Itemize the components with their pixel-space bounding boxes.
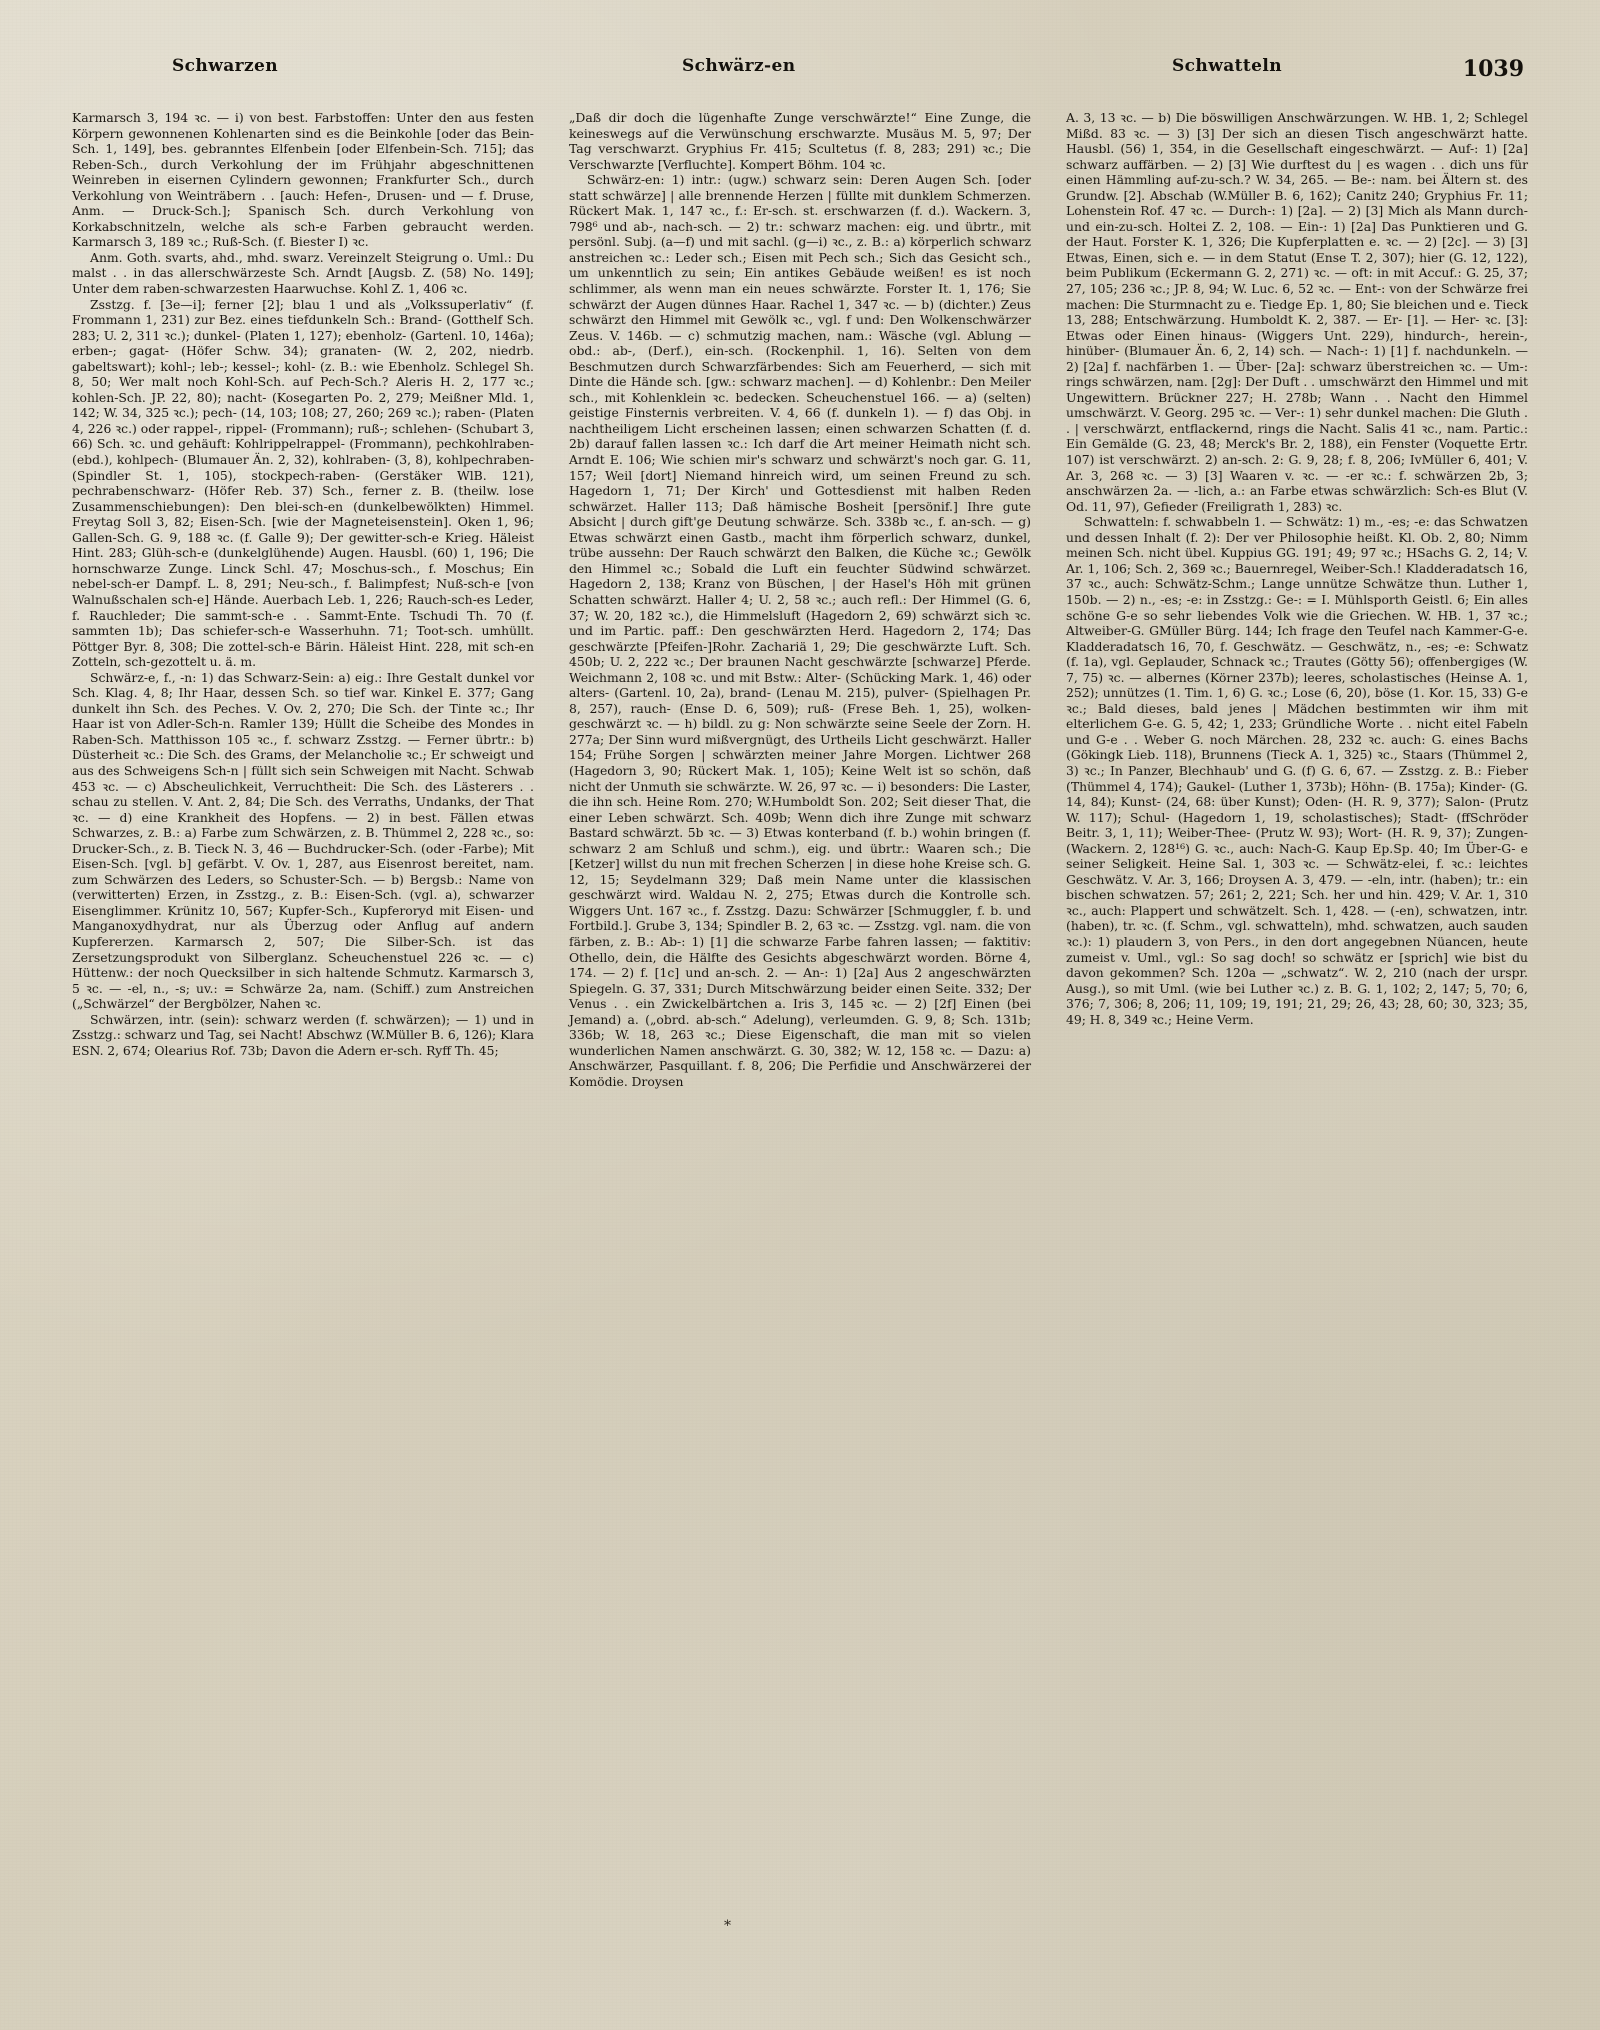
page-content [72,56,1528,1956]
running-header [72,56,1528,90]
column-left [72,110,534,1950]
paragraph: Schwärz-e, f., -n: 1) das Schwarz-Sein: a) eig.: Ihre Gestalt dunkel vor Sch. Klag. 4, 8; Ihr Haar, dessen Sch. so tief war. Kinkel E. 377; Gang dunkelt ihn Sch. des Peches. V. Ov. 2, 270; Die Sch. der Tinte ꝛc.; Ihr Haar ist von Adler-Sch-n. Ramler 139; Hüllt die Scheibe des Mondes in Raben-Sch. Matthisson 105 ꝛc., f. schwarz Zsstzg. — Ferner übrtr.: b) Düsterheit ꝛc.: Die Sch. des Grams, der Melancholie ꝛc.; Er schweigt und aus des Schweigens Sch-n | füllt sich sein Schweigen mit Nacht. Schwab 453 ꝛc. — c) Abscheulichkeit, Verruchtheit: Die Sch. des Lästerers . . schau zu stellen. V. Ant. 2, 84; Die Sch. des Verraths, Undanks, der That ꝛc. — d) eine Krankheit des Hopfens. — 2) in best. Fällen etwas Schwarzes, z. B.: a) Farbe zum Schwärzen, z. B. Thümmel 2, 228 ꝛc., so: Drucker-Sch., z. B. Tieck N. 3, 46 — Buchdrucker-Sch. (oder -Farbe); Mit Eisen-Sch. [vgl. b] gefärbt. V. Ov. 1, 287, aus Eisenrost bereitet, nam. zum Schwärzen des Leders, so Schuster-Sch. — b) Bergsb.: Name von (verwitterten) Erzen, in Zsstzg., z. B.: Eisen-Sch. (vgl. a), schwarzer Eisenglimmer. Krünitz 10, 567; Kupfer-Sch., Kupferoryd mit Eisen- und Manganoxydhydrat, nur als Überzug oder Anflug auf andern Kupfererzen. Karmarsch 2, 507; Die Silber-Sch. ist das Zersetzungsprodukt von Silberglanz. Scheuchenstuel 226 ꝛc. — c) Hüttenw.: der noch Quecksilber in sich haltende Schmutz. Karmarsch 3, 5 ꝛc. — -el, n., -s; uv.: = Schwärze 2a, nam. (Schiff.) zum Anstreichen („Schwärzel“ der Bergbölzer, Nahen ꝛc. [72,669,534,1012]
header-center-catchword: Schwärz-en [682,56,796,76]
paragraph: „Daß dir doch die lügenhafte Zunge verschwärzte!“ Eine Zunge, die keineswegs auf die Verwünschung erschwarzte. Musäus M. 5, 97; Der Tag verschwarzt. Gryphius Fr. 415; Scultetus (f. 8, 283; 291) ꝛc.; Die Verschwarzte [Verfluchte]. Kompert Böhm. 104 ꝛc. [569,110,1031,172]
header-right-catchword: Schwatteln [1172,56,1282,76]
text-columns [72,110,1528,1950]
header-left-catchword: Schwarzen [172,56,279,76]
paragraph: Schwärzen, intr. (sein): schwarz werden (f. schwärzen); — 1) und in Zsstzg.: schwarz und Tag, sei Nacht! Abschwz (W.Müller B. 6, 126); Klara ESN. 2, 674; Olearius Rof. 73b; Davon die Adern er-sch. Ryff Th. 45; [72,1011,534,1058]
paragraph: A. 3, 13 ꝛc. — b) Die böswilligen Anschwärzungen. W. HB. 1, 2; Schlegel Mißd. 83 ꝛc. — 3) [3] Der sich an diesen Tisch angeschwärzt hatte. Hausbl. (56) 1, 354, in die Gesellschaft eingeschwärzt. — Auf-: 1) [2a] schwarz auffärben. — 2) [3] Wie durftest du | es wagen . . dich uns für einen Hämmling auf-zu-sch.? W. 34, 265. — Be-: nam. bei Ältern st. des Grundw. [2]. Abschab (W.Müller B. 6, 162); Canitz 240; Gryphius Fr. 11; Lohenstein Rof. 47 ꝛc. — Durch-: 1) [2a]. — 2) [3] Mich als Mann durch- und ein-zu-sch. Holtei Z. 2, 108. — Ein-: 1) [2a] Das Punktieren und G. der Haut. Forster K. 1, 326; Die Kupferplatten e. ꝛc. — 2) [2c]. — 3) [3] Etwas, Einen, sich e. — in dem Statut (Ense T. 2, 307); hier (G. 12, 122), beim Publikum (Eckermann G. 2, 271) ꝛc. — oft: in mit Accuf.: G. 25, 37; 27, 105; 236 ꝛc.; JP. 8, 94; W. Luc. 6, 52 ꝛc. — Ent-: von der Schwärze frei machen: Die Sturmnacht zu e. Tiedge Ep. 1, 80; Sie bleichen und e. Tieck 13, 288; Entschwärzung. Humboldt K. 2, 387. — Er- [1]. — Her- ꝛc. [3]: Etwas oder Einen hinaus- (Wiggers Unt. 229), hindurch-, herein-, hinüber- (Blumauer Än. 6, 2, 14) sch. — Nach-: 1) [1] f. nachdunkeln. — 2) [2a] f. nachfärben 1. — Über- [2a]: schwarz überstreichen ꝛc. — Um-: rings schwärzen, nam. [2g]: Der Duft . . umschwärzt den Himmel und mit Ungewittern. Brückner 227; H. 278b; Wann . . Nacht den Himmel umschwärzt. V. Georg. 295 ꝛc. — Ver-: 1) sehr dunkel machen: Die Gluth . . | verschwärzt, entflackernd, rings die Nacht. Salis 41 ꝛc., nam. Partic.: Ein Gemälde (G. 23, 48; Merck's Br. 2, 188), ein Fenster (Voquette Ertr. 107) ist verschwärzt. 2) an-sch. 2: G. 9, 28; f. 8, 206; IvMüller 6, 401; V. Ar. 3, 268 ꝛc. — 3) [3] Waaren v. ꝛc. — -er ꝛc.: f. schwärzen 2b, 3; anschwärzen 2a. — -lich, a.: an Farbe etwas schwärzlich: Sch-es Blut (V. Od. 11, 97), Gefieder (Freiligrath 1, 283) ꝛc. [1066,110,1528,514]
paragraph: Schwatteln: f. schwabbeln 1. — Schwätz: 1) m., -es; -e: das Schwatzen und dessen Inhalt (f. 2): Der ver Philosophie heißt. Kl. Ob. 2, 80; Nimm meinen Sch. nicht übel. Kuppius GG. 191; 49; 97 ꝛc.; HSachs G. 2, 14; V. Ar. 1, 106; Sch. 2, 369 ꝛc.; Bauernregel, Weiber-Sch.! Kladderadatsch 16, 37 ꝛc., auch: Schwätz-Schm.; Lange unnütze Schwätze thun. Luther 1, 150b. — 2) n., -es; -e: in Zsstzg.: Ge-: = I. Mühlsporth Geistl. 6; Ein alles schöne G-e so sehr liebendes Volk wie die Griechen. W. HB. 1, 37 ꝛc.; Altweiber-G. GMüller Bürg. 144; Ich frage den Teufel nach Kammer-G-e. Kladderadatsch 16, 70, f. Geschwätz. — Geschwätz, n., -es; -e: Schwatz (f. 1a), vgl. Geplauder, Schnack ꝛc.; Trautes (Götty 56); offenbergiges (W. 7, 75) ꝛc. — albernes (Körner 237b); leeres, scholastisches (Heinse A. 1, 252); unnützes (1. Tim. 1, 6) G. ꝛc.; Lose (6, 20), böse (1. Kor. 15, 33) G-e ꝛc.; Bald dieses, bald jenes | Mädchen bestimmten wir ihm mit elterlichem G-e. G. 5, 42; 1, 233; Gründliche Worte . . nicht eitel Fabeln und G-e . . Weber G. noch Märchen. 28, 232 ꝛc. auch: G. eines Bachs (Gökingk Lieb. 118), Brunnens (Tieck A. 1, 325) ꝛc., Staars (Thümmel 2, 3) ꝛc.; In Panzer, Blechhaub' und G. (f) G. 6, 67. — Zsstzg. z. B.: Fieber (Thümmel 4, 174); Gaukel- (Luther 1, 373b); Höhn- (B. 175a); Kinder- (G. 14, 84); Kunst- (24, 68: über Kunst); Oden- (H. R. 9, 377); Salon- (Prutz W. 117); Schul- (Hagedorn 1, 19, scholastisches); Stadt- (ffSchröder Beitr. 3, 1, 11); Weiber-Thee- (Prutz W. 93); Wort- (H. R. 9, 37); Zungen- (Wackern. 2, 128¹⁶) G. ꝛc., auch: Nach-G. Kaup Ep.Sp. 40; Im Über-G- e seiner Seligkeit. Heine Sal. 1, 303 ꝛc. — Schwätz-elei, f. ꝛc.: leichtes Geschwätz. V. Ar. 3, 166; Droysen A. 3, 479. — -eln, intr. (haben); tr.: ein bischen schwatzen. 57; 261; 2, 221; Sch. her und hin. 429; V. Ar. 1, 310 ꝛc., auch: Plappert und schwätzelt. Sch. 1, 428. — (-en), schwatzen, intr. (haben), tr. ꝛc. (f. Schm., vgl. schwatteln), mhd. schwatzen, auch sauden ꝛc.): 1) plaudern 3, von Pers., in den dort angegebnen Nüancen, heute zumeist v. Uml., vgl.: So sag doch! so schwätz er [sprich] wie bist du davon gekommen? Sch. 120a — „schwatz“. W. 2, 210 (nach der urspr. Ausg.), so mit Uml. (wie bei Luther ꝛc.) z. B. G. 1, 102; 2, 147; 5, 70; 6, 376; 7, 306; 8, 206; 11, 109; 19, 191; 21, 29; 26, 43; 28, 60; 30, 323; 35, 49; H. 8, 349 ꝛc.; Heine Verm. [1066,514,1528,1027]
footer-mark: * [724,1918,731,1934]
paragraph: Anm. Goth. svarts, ahd., mhd. swarz. Vereinzelt Steigrung o. Uml.: Du malst . . in das allerschwärzeste Sch. Arndt [Augsb. Z. (58) No. 149]; Unter dem raben-schwarzesten Haarwuchse. Kohl Z. 1, 406 ꝛc. [72,249,534,297]
column-right [1066,110,1528,1950]
paragraph: Zsstzg. f. [3e—i]; ferner [2]; blau 1 und als „Volkssuperlativ“ (f. Frommann 1, 231) zur Bez. eines tiefdunkeln Sch.: Brand- (Gotthelf Sch. 283; U. 2, 311 ꝛc.); dunkel- (Platen 1, 127); ebenholz- (Gartenl. 10, 146a); erben-; gagat- (Höfer Schw. 34); granaten- (W. 2, 202, niedrb. gabeltswart); kohl-; leb-; kessel-; kohl- (z. B.: wie Ebenholz. Schlegel Sh. 8, 50; Wer malt noch Kohl-Sch. auf Pech-Sch.? Aleris H. 2, 177 ꝛc.; kohlen-Sch. JP. 22, 80); nacht- (Kosegarten Po. 2, 279; Meißner Mld. 1, 142; W. 34, 325 ꝛc.); pech- (14, 103; 108; 27, 260; 269 ꝛc.); raben- (Platen 4, 226 ꝛc.) oder rappel-, rippel- (Frommann); ruß-; schlehen- (Schubart 3, 66) Sch. ꝛc. und gehäuft: Kohlrippelrappel- (Frommann), pechkohlraben- (ebd.), kohlpech- (Blumauer Än. 2, 32), kohlraben- (3, 8), kohlpechraben- (Spindler St. 1, 105), stockpech-raben- (Gerstäker WlB. 121), pechrabenschwarz- (Höfer Reb. 37) Sch., ferner z. B. (theilw. lose Zusammenschiebungen): Den blei-sch-en (dunkelbewölkten) Himmel. Freytag Soll 3, 82; Eisen-Sch. [wie der Magneteisenstein]. Oken 1, 96; Gallen-Sch. G. 9, 188 ꝛc. (f. Galle 9); Der gewitter-sch-e Krieg. Häleist Hint. 283; Glüh-sch-e (dunkelglühende) Augen. Hausbl. (60) 1, 196; Die hornschwarze Zunge. Linck Schl. 47; Moschus-sch., f. Moschus; Ein nebel-sch-er Dampf. L. 8, 291; Neu-sch., f. Balimpfest; Nuß-sch-e [von Walnußschalen sch-e] Hände. Auerbach Leb. 1, 226; Rauch-sch-es Leder, f. Rauchleder; Die sammt-sch-e . . Sammt-Ente. Tschudi Th. 70 (f. sammten 1b); Das schiefer-sch-e Wasserhuhn. 71; Toot-sch. umhüllt. Pöttger Byr. 8, 308; Die zottel-sch-e Bärin. Häleist Hint. 228, mit sch-en Zotteln, sch-gezottelt u. ä. m. [72,296,534,670]
paragraph: Karmarsch 3, 194 ꝛc. — i) von best. Farbstoffen: Unter den aus festen Körpern gewonnenen Kohlenarten sind es die Beinkohle [oder das Bein-Sch. 1, 149], bes. gebranntes Elfenbein [oder Elfenbein-Sch. 715]; das Reben-Sch., durch Verkohlung der im Frühjahr abgeschnittenen Weinreben in eisernen Cylindern gewonnen; Frankfurter Sch., durch Verkohlung von Weinträbern . . [auch: Hefen-, Drusen- und — f. Druse, Anm. — Druck-Sch.]; Spanisch Sch. durch Verkohlung von Korkabschnitzeln, welche als sch-e Farben gebraucht werden. Karmarsch 3, 189 ꝛc.; Ruß-Sch. (f. Biester I) ꝛc. [72,110,534,250]
page-number: 1039 [1462,56,1524,82]
column-center [569,110,1031,1950]
paragraph: Schwärz-en: 1) intr.: (ugw.) schwarz sein: Deren Augen Sch. [oder statt schwärze] | alle brennende Herzen | füllte mit dunklem Schmerzen. Rückert Mak. 1, 147 ꝛc., f.: Er-sch. st. erschwarzen (f. d.). Wackern. 3, 798⁶ und ab-, nach-sch. — 2) tr.: schwarz machen: eig. und übrtr., mit persönl. Subj. (a—f) und mit sachl. (g—i) ꝛc., z. B.: a) körperlich schwarz anstreichen ꝛc.: Leder sch.; Eisen mit Pech sch.; Sich das Gesicht sch., um unkenntlich zu sein; Ein antikes Gebäude weißen! es ist noch schlimmer, als wenn man ein neues schwärzte. Forster It. 1, 176; Sie schwärzt der Augen dünnes Haar. Rachel 1, 347 ꝛc. — b) (dichter.) Zeus schwärzt den Himmel mit Gewölk ꝛc., vgl. f und: Den Wolkenschwärzer Zeus. V. 146b. — c) schmutzig machen, nam.: Wäsche (vgl. Ablung — obd.: ab-, (Derf.), ein-sch. (Rockenphil. 1, 16). Selten von dem Beschmutzen durch Schwarzfärbendes: Sich am Feuerherd, — sich mit Dinte die Hände sch. [gw.: schwarz machen]. — d) Kohlenbr.: Den Meiler sch., mit Kohlenklein ꝛc. bedecken. Scheuchenstuel 166. — a) (selten) geistige Finsternis verbreiten. V. 4, 66 (f. dunkeln 1). — f) das Obj. in nachtheiligem Licht erscheinen lassen; einen schwarzen Schatten (f. d. 2b) darauf fallen lassen ꝛc.: Ich darf die Art meiner Heimath nicht sch. Arndt E. 106; Wie schien mir's schwarz und schwärzt's noch gar. G. 11, 157; Weil [dort] Niemand hinreich wird, um seinen Freund zu sch. Hagedorn 1, 71; Der Kirch' und Gottesdienst mit halben Reden schwärzet. Haller 113; Daß hämische Bosheit [persönif.] Ihre gute Absicht | durch gift'ge Deutung schwärze. Sch. 338b ꝛc., f. an-sch. — g) Etwas schwärzt einen Gastb., macht ihm förperlich schwarz, dunkel, trübe aussehn: Der Rauch schwärzt den Balken, die Küche ꝛc.; Gewölk den Himmel ꝛc.; Sobald die Luft ein feuchter Südwind schwärzet. Hagedorn 2, 138; Kranz von Büschen, | der Hasel's Höh mit grünen Schatten schwärzt. Haller 4; U. 2, 58 ꝛc.; auch refl.: Der Himmel (G. 6, 37; W. 20, 182 ꝛc.), die Himmelsluft (Hagedorn 2, 69) schwärzt sich ꝛc. und im Partic. paff.: Den geschwärzten Herd. Hagedorn 2, 174; Das geschwärzte [Pfeifen-]Rohr. Zachariä 1, 29; Die geschwärzte Luft. Sch. 450b; U. 2, 222 ꝛc.; Der braunen Nacht geschwärzte [schwarze] Pferde. Weichmann 2, 108 ꝛc. und mit Bstw.: Alter- (Schücking Mark. 1, 46) oder alters- (Gartenl. 10, 2a), brand- (Lenau M. 215), pulver- (Spielhagen Pr. 8, 257), rauch- (Ense D. 6, 509); ruß- (Frese Beh. 1, 25), wolken-geschwärzt ꝛc. — h) bildl. zu g: Non schwärzte seine Seele der Zorn. H. 277a; Der Sinn wurd mißvergnügt, des Urtheils Licht geschwärzt. Haller 154; Frühe Sorgen | schwärzten meiner Jahre Morgen. Lichtwer 268 (Hagedorn 3, 90; Rückert Mak. 1, 105); Keine Welt ist so schön, daß nicht der Unmuth sie schwärzte. W. 26, 97 ꝛc. — i) besonders: Die Laster, die ihn sch. Heine Rom. 270; W.Humboldt Son. 202; Seit dieser That, die einer Leben schwärzt. Sch. 409b; Wenn dich ihre Zunge mit schwarz Bastard schwärzt. 5b ꝛc. — 3) Etwas konterband (f. b.) wohin bringen (f. schwarz 2 am Schluß und schm.), eig. und übrtr.: Waaren sch.; Die [Ketzer] willst du nun mit frechen Scherzen | in diese hohe Kreise sch. G. 12, 15; Seydelmann 329; Daß mein Name unter die klassischen geschwärzt wird. Waldau N. 2, 275; Etwas durch die Kontrolle sch. Wiggers Unt. 167 ꝛc., f. Zsstzg. Dazu: Schwärzer [Schmuggler, f. b. und Fortbild.]. Grube 3, 134; Spindler B. 2, 63 ꝛc. — Zsstzg. vgl. nam. die von färben, z. B.: Ab-: 1) [1] die schwarze Farbe fahren lassen; — faktitiv: Othello, dein, die Hälfte des Gesichts abgeschwärzt worden. Börne 4, 174. — 2) f. [1c] und an-sch. 2. — An-: 1) [2a] Aus 2 angeschwärzten Spiegeln. G. 37, 331; Durch Mitschwärzung beider einen Seite. 332; Der Venus . . ein Zwickelbärtchen a. Iris 3, 145 ꝛc. — 2) [2f] Einen (bei Jemand) a. („obrd. ab-sch.“ Adelung), verleumden. G. 9, 8; Sch. 131b; 336b; W. 18, 263 ꝛc.; Diese Eigenschaft, die man mit so vielen wunderlichen Namen anschwärzt. G. 30, 382; W. 12, 158 ꝛc. — Dazu: a) Anschwärzer, Pasquillant. f. 8, 206; Die Perfidie und Anschwärzerei der Komödie. Droysen [569,172,1031,1089]
